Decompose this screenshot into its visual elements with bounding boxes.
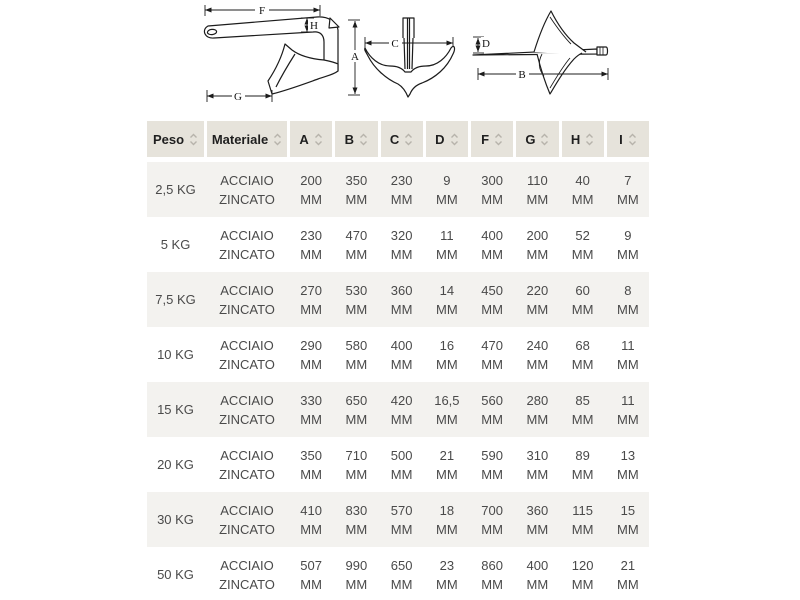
cell-c: 400 MM [390,337,413,372]
cell-g: 310 MM [526,447,549,482]
cell-materiale: ACCIAIO ZINCATO [219,172,275,207]
cell-h: 85 MM [571,392,594,427]
specs-table [147,121,649,600]
column-header-a[interactable] [290,121,332,157]
cell-h: 68 MM [571,337,594,372]
cell-materiale: ACCIAIO ZINCATO [219,502,275,537]
column-header-label: H [570,131,581,147]
sort-chevrons-icon [189,133,198,146]
cell-a: 507 MM [300,557,322,592]
cell-d: 21 MM [436,447,458,482]
column-header-b[interactable] [335,121,377,157]
cell-i: 11 MM [617,337,639,372]
table-row [147,547,649,600]
column-header-h[interactable] [562,121,604,157]
cell-d: 11 MM [436,227,458,262]
cell-c: 320 MM [390,227,413,262]
cell-h: 115 MM [571,502,594,537]
column-header-label: C [389,131,400,147]
table-row [147,382,649,437]
column-header-g[interactable] [516,121,558,157]
cell-c: 420 MM [390,392,413,427]
cell-i: 7 MM [617,172,639,207]
dim-label-B: B [518,69,526,81]
cell-h: 52 MM [571,227,594,262]
cell-d: 14 MM [436,282,458,317]
table-row [147,217,649,272]
table-row [147,437,649,492]
cell-i: 15 MM [617,502,639,537]
cell-f: 860 MM [481,557,503,592]
cell-peso: 5 KG [160,237,191,252]
cell-c: 570 MM [390,502,413,537]
column-header-d[interactable] [426,121,468,157]
cell-f: 300 MM [481,172,503,207]
column-header-f[interactable] [471,121,513,157]
cell-d: 23 MM [436,557,458,592]
sort-chevrons-icon [314,133,323,146]
cell-peso: 50 KG [157,567,194,582]
cell-d: 16 MM [436,337,458,372]
sort-chevrons-icon [494,133,503,146]
cell-d: 9 MM [436,172,458,207]
cell-b: 580 MM [345,337,368,372]
cell-f: 590 MM [481,447,503,482]
cell-g: 360 MM [526,502,549,537]
cell-h: 40 MM [571,172,594,207]
table-row [147,327,649,382]
cell-g: 280 MM [526,392,549,427]
cell-i: 9 MM [617,227,639,262]
cell-peso: 20 KG [157,457,194,472]
cell-c: 500 MM [390,447,413,482]
table-row [147,492,649,547]
cell-a: 270 MM [300,282,322,317]
column-header-label: A [299,131,309,147]
cell-a: 350 MM [300,447,322,482]
dim-label-H: H [310,20,318,32]
cell-d: 16,5 MM [434,392,460,427]
cell-peso: 10 KG [157,347,194,362]
column-header-label: G [525,131,536,147]
sort-chevrons-icon [628,133,637,146]
cell-b: 530 MM [345,282,368,317]
column-header-materiale[interactable] [207,121,287,157]
column-header-label: Peso [152,131,185,147]
table-body [147,162,649,600]
cell-f: 470 MM [481,337,503,372]
cell-a: 200 MM [300,172,322,207]
dim-label-F: F [258,5,266,17]
cell-a: 230 MM [300,227,322,262]
cell-g: 240 MM [526,337,549,372]
cell-g: 200 MM [526,227,549,262]
cell-c: 230 MM [390,172,413,207]
dim-label-A: A [351,51,359,63]
anchor-side-view-diagram [198,2,360,108]
cell-g: 110 MM [526,172,549,207]
sort-chevrons-icon [359,133,368,146]
cell-materiale: ACCIAIO ZINCATO [219,337,275,372]
anchor-front-view-diagram [362,6,464,106]
cell-f: 560 MM [481,392,503,427]
column-header-c[interactable] [381,121,423,157]
cell-i: 13 MM [617,447,639,482]
cell-materiale: ACCIAIO ZINCATO [219,447,275,482]
column-header-label: F [481,131,490,147]
sort-chevrons-icon [540,133,549,146]
column-header-label: I [619,131,623,147]
sort-chevrons-icon [450,133,459,146]
cell-materiale: ACCIAIO ZINCATO [219,227,275,262]
cell-f: 450 MM [481,282,503,317]
cell-peso: 15 KG [157,402,194,417]
cell-b: 470 MM [345,227,368,262]
column-header-i[interactable] [607,121,649,157]
cell-f: 400 MM [481,227,503,262]
cell-peso: 7,5 KG [155,292,196,307]
cell-materiale: ACCIAIO ZINCATO [219,392,275,427]
cell-a: 330 MM [300,392,322,427]
cell-c: 360 MM [390,282,413,317]
column-header-label: Materiale [211,131,269,147]
cell-i: 21 MM [617,557,639,592]
column-header-label: D [435,131,445,147]
cell-peso: 2,5 KG [155,182,196,197]
cell-h: 120 MM [571,557,594,592]
cell-h: 60 MM [571,282,594,317]
cell-i: 11 MM [617,392,639,427]
cell-i: 8 MM [617,282,639,317]
cell-a: 290 MM [300,337,322,372]
sort-chevrons-icon [585,133,594,146]
cell-g: 400 MM [526,557,549,592]
cell-g: 220 MM [526,282,549,317]
anchor-top-view-diagram [470,8,628,98]
cell-a: 410 MM [300,502,322,537]
cell-materiale: ACCIAIO ZINCATO [219,557,275,592]
cell-b: 350 MM [345,172,368,207]
cell-b: 830 MM [345,502,368,537]
cell-c: 650 MM [390,557,413,592]
dim-label-G: G [234,91,242,103]
sort-chevrons-icon [404,133,413,146]
cell-h: 89 MM [571,447,594,482]
cell-b: 710 MM [345,447,368,482]
table-row [147,272,649,327]
sort-chevrons-icon [273,133,282,146]
column-header-peso[interactable] [147,121,204,157]
dim-label-C: C [391,38,399,50]
cell-f: 700 MM [481,502,503,537]
dim-label-D: D [482,38,490,50]
cell-d: 18 MM [436,502,458,537]
table-row [147,162,649,217]
cell-b: 650 MM [345,392,368,427]
cell-b: 990 MM [345,557,368,592]
table-header-row [147,121,649,157]
cell-peso: 30 KG [157,512,194,527]
cell-materiale: ACCIAIO ZINCATO [219,282,275,317]
column-header-label: B [344,131,355,147]
